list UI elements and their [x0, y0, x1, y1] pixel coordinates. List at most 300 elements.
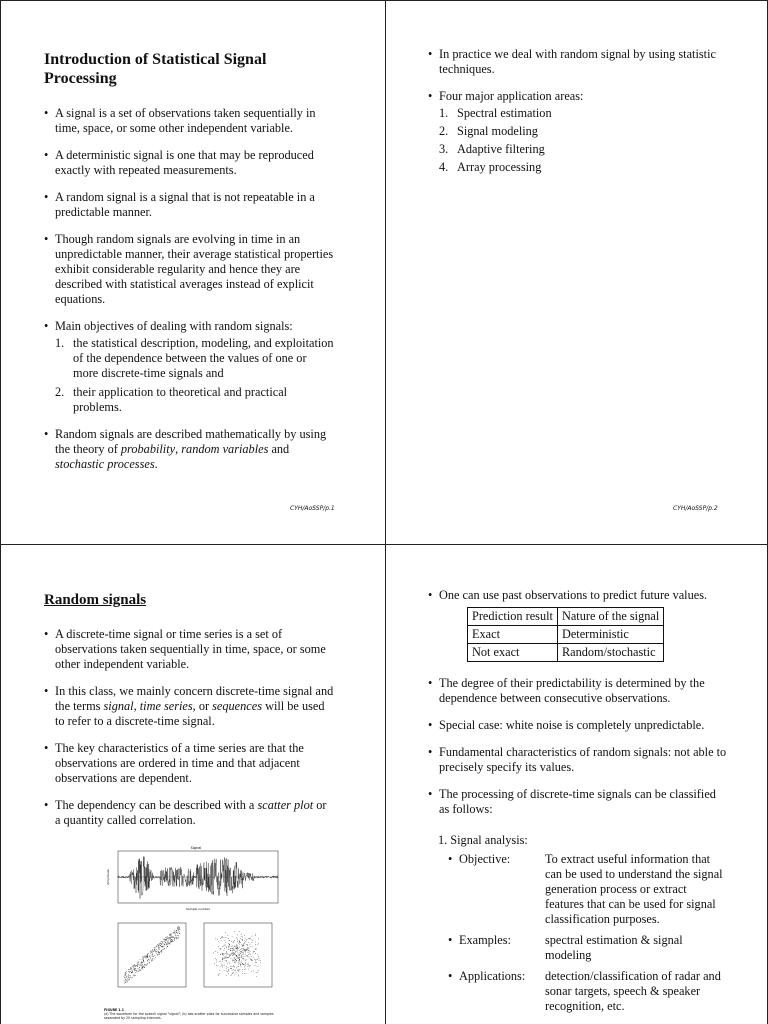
scatter-point — [217, 939, 218, 940]
bullet: • Random signals are described mathematically by using the theory of probability, random variables and stochastic processes. — [44, 427, 334, 472]
scatter-point — [234, 954, 235, 955]
scatter-point — [155, 950, 156, 951]
scatter-point — [141, 964, 142, 965]
scatter-point — [139, 965, 140, 966]
scatter-point — [146, 965, 147, 966]
scatter-point — [157, 954, 158, 955]
scatter-point — [174, 930, 175, 931]
scatter-point — [255, 953, 256, 954]
scatter-point — [248, 963, 249, 964]
scatter-point — [178, 929, 179, 930]
scatter-point — [249, 948, 250, 949]
scatter-point — [162, 946, 163, 947]
signal-figure-graphic — [104, 843, 282, 1003]
scatter-point — [228, 938, 229, 939]
scatter-point — [127, 981, 128, 982]
scatter-point — [143, 958, 144, 959]
scatter-point — [143, 956, 144, 957]
waveform-trace — [118, 856, 278, 898]
scatter-point — [216, 965, 217, 966]
scatter-point — [232, 970, 233, 971]
bullet: • A random signal is a signal that is not repeatable in a predictable manner. — [44, 190, 334, 220]
scatter-point — [230, 968, 231, 969]
scatter-point — [137, 963, 138, 964]
scatter-point — [225, 957, 226, 958]
scatter-point — [170, 941, 171, 942]
scatter-point — [243, 958, 244, 959]
table-cell: Deterministic — [557, 626, 663, 644]
page-border-top — [0, 0, 768, 1]
scatter-point — [240, 953, 241, 954]
scatter-point — [232, 946, 233, 947]
scatter-point — [230, 966, 231, 967]
scatter-point — [226, 975, 227, 976]
scatter-point — [240, 938, 241, 939]
scatter-point — [140, 970, 141, 971]
scatter-point — [128, 977, 129, 978]
scatter-point — [218, 974, 219, 975]
scatter-point — [162, 947, 163, 948]
scatter-point — [134, 966, 135, 967]
scatter-point — [226, 946, 227, 947]
scatter-point — [141, 961, 142, 962]
scatter-point — [160, 945, 161, 946]
scatter-point — [224, 958, 225, 959]
scatter-point — [230, 950, 231, 951]
scatter-point — [177, 935, 178, 936]
scatter-point — [168, 937, 169, 938]
scatter-point — [255, 960, 256, 961]
scatter-point — [256, 962, 257, 963]
scatter-point — [134, 964, 135, 965]
scatter-point — [228, 943, 229, 944]
scatter-point — [249, 966, 250, 967]
scatter-point — [133, 969, 134, 970]
scatter-point — [150, 958, 151, 959]
scatter-point — [127, 978, 128, 979]
scatter-point — [174, 939, 175, 940]
scatter-point — [220, 954, 221, 955]
figure-caption: FIGURE 1.1 (a) The waveform for the speech signal "signal"; (b) two scatter plots for successive samples and samples separated by 20 sampling intervals. — [104, 1008, 274, 1020]
scatter-point — [178, 935, 179, 936]
scatter-point — [222, 957, 223, 958]
scatter-point — [253, 951, 254, 952]
scatter-point — [141, 966, 142, 967]
scatter-point — [124, 983, 125, 984]
scatter-point — [222, 958, 223, 959]
scatter-point — [159, 945, 160, 946]
scatter-point — [255, 942, 256, 943]
scatter-point — [161, 951, 162, 952]
signal-figure — [104, 843, 282, 1020]
scatter-point — [242, 964, 243, 965]
y-axis-label: Amplitude — [106, 869, 110, 885]
scatter-point — [159, 943, 160, 944]
scatter-point — [235, 952, 236, 953]
scatter-point — [224, 965, 225, 966]
scatter-point — [151, 961, 152, 962]
list-item: 2. their application to theoretical and practical problems. — [55, 385, 288, 414]
scatter-point — [167, 938, 168, 939]
scatter-point — [252, 947, 253, 948]
scatter-point — [171, 936, 172, 937]
scatter-point — [154, 949, 155, 950]
scatter-point — [126, 982, 127, 983]
scatter-point — [252, 941, 253, 942]
scatter-point — [178, 928, 179, 929]
scatter-point — [241, 956, 242, 957]
scatter-point — [223, 959, 224, 960]
scatter-point — [125, 973, 126, 974]
scatter-point — [143, 968, 144, 969]
scatter-point — [143, 957, 144, 958]
scatter-point — [255, 935, 256, 936]
scatter-point — [160, 951, 161, 952]
scatter-point — [231, 958, 232, 959]
scatter-point — [260, 960, 261, 961]
scatter-point — [165, 942, 166, 943]
scatter-point — [237, 940, 238, 941]
scatter-point — [245, 941, 246, 942]
scatter-point — [238, 960, 239, 961]
scatter-point — [236, 947, 237, 948]
scatter-point — [135, 970, 136, 971]
scatter-point — [128, 975, 129, 976]
scatter-point — [164, 946, 165, 947]
scatter-point — [127, 980, 128, 981]
scatter-point — [226, 937, 227, 938]
scatter-point — [151, 951, 152, 952]
list-item: 1. the statistical description, modeling, and exploitation of the dependence between the values of one or more discrete-time signals and — [55, 336, 334, 380]
scatter-point — [166, 943, 167, 944]
scatter-point — [246, 959, 247, 960]
scatter-point — [247, 944, 248, 945]
scatter-point — [162, 943, 163, 944]
scatter-point — [244, 950, 245, 951]
scatter-point — [219, 961, 220, 962]
scatter-point — [241, 955, 242, 956]
scatter-point — [175, 933, 176, 934]
scatter-point — [233, 942, 234, 943]
scatter-point — [222, 965, 223, 966]
scatter-point — [169, 942, 170, 943]
scatter-point — [240, 949, 241, 950]
scatter-point — [250, 951, 251, 952]
bullet: • In this class, we mainly concern discrete-time signal and the terms signal, time series, or sequences will be used to refer to a discrete-time signal. — [44, 684, 334, 729]
scatter-point — [239, 959, 240, 960]
bullet: • Fundamental characteristics of random signals: not able to precisely specify its values. — [428, 745, 728, 775]
scatter-point — [175, 938, 176, 939]
scatter-point — [229, 946, 230, 947]
scatter-point — [245, 950, 246, 951]
scatter-point — [228, 946, 229, 947]
scatter-point — [124, 981, 125, 982]
scatter-point — [235, 959, 236, 960]
scatter-point — [248, 942, 249, 943]
scatter-point — [125, 982, 126, 983]
scatter-point — [137, 971, 138, 972]
scatter-point — [245, 963, 246, 964]
scatter-point — [156, 951, 157, 952]
vertical-divider — [385, 0, 386, 1024]
scatter-point — [132, 972, 133, 973]
scatter-point — [228, 954, 229, 955]
scatter-point — [240, 955, 241, 956]
scatter-point — [135, 966, 136, 967]
scatter-point — [170, 940, 171, 941]
scatter-point — [141, 962, 142, 963]
scatter-point — [250, 947, 251, 948]
scatter-point — [222, 961, 223, 962]
scatter-point — [152, 952, 153, 953]
scatter-point — [179, 932, 180, 933]
scatter-point — [255, 962, 256, 963]
scatter-point — [236, 955, 237, 956]
scatter-point — [237, 947, 238, 948]
scatter-point — [175, 937, 176, 938]
scatter-point — [243, 964, 244, 965]
scatter-point — [241, 961, 242, 962]
scatter-point — [239, 957, 240, 958]
scatter-point — [223, 946, 224, 947]
scatter-point — [147, 957, 148, 958]
scatter-point — [228, 967, 229, 968]
scatter-point — [222, 946, 223, 947]
scatter-point — [244, 948, 245, 949]
scatter-point — [164, 939, 165, 940]
scatter-point — [132, 968, 133, 969]
scatter-point — [234, 946, 235, 947]
scatter-point — [244, 949, 245, 950]
scatter-point — [232, 954, 233, 955]
scatter-point — [163, 942, 164, 943]
scatter-point — [229, 956, 230, 957]
slide-1-title: Introduction of Statistical Signal Processing — [44, 51, 267, 87]
scatter-point — [178, 926, 179, 927]
scatter-point — [177, 929, 178, 930]
scatter-point — [163, 939, 164, 940]
scatter-point — [235, 959, 236, 960]
scatter-point — [134, 965, 135, 966]
scatter-point — [251, 939, 252, 940]
scatter-point — [139, 969, 140, 970]
scatter-point — [248, 954, 249, 955]
scatter-point — [178, 932, 179, 933]
scatter-point — [253, 952, 254, 953]
scatter-point — [232, 948, 233, 949]
scatter-point — [128, 969, 129, 970]
scatter-point — [239, 969, 240, 970]
scatter-point — [150, 953, 151, 954]
scatter-point — [242, 939, 243, 940]
scatter-point — [135, 968, 136, 969]
scatter-point — [233, 966, 234, 967]
scatter-point — [256, 976, 257, 977]
scatter-point — [259, 960, 260, 961]
scatter-point — [139, 970, 140, 971]
scatter-point — [176, 932, 177, 933]
scatter-point — [146, 958, 147, 959]
scatter-point — [248, 969, 249, 970]
scatter-point — [253, 971, 254, 972]
scatter-point — [226, 961, 227, 962]
scatter-point — [223, 955, 224, 956]
scatter-point — [179, 930, 180, 931]
scatter-point — [172, 940, 173, 941]
scatter-point — [245, 962, 246, 963]
scatter-point — [166, 945, 167, 946]
scatter-point — [135, 972, 136, 973]
scatter-point — [178, 938, 179, 939]
scatter-point — [222, 936, 223, 937]
scatter-point — [140, 963, 141, 964]
scatter-point — [236, 972, 237, 973]
scatter-point — [155, 950, 156, 951]
scatter-point — [129, 979, 130, 980]
scatter-point — [224, 953, 225, 954]
scatter-point — [138, 962, 139, 963]
scatter-point — [144, 967, 145, 968]
scatter-point — [235, 948, 236, 949]
scatter-point — [220, 970, 221, 971]
scatter-point — [239, 931, 240, 932]
scatter-point — [154, 949, 155, 950]
scatter-point — [239, 944, 240, 945]
scatter-point — [243, 954, 244, 955]
scatter-point — [232, 952, 233, 953]
scatter-point — [134, 974, 135, 975]
scatter-point — [238, 950, 239, 951]
scatter-point — [140, 970, 141, 971]
scatter-point — [135, 975, 136, 976]
scatter-point — [173, 941, 174, 942]
scatter-point — [176, 930, 177, 931]
scatter-point — [250, 959, 251, 960]
scatter-point — [242, 940, 243, 941]
scatter-point — [168, 938, 169, 939]
scatter-point — [143, 960, 144, 961]
scatter-point — [173, 937, 174, 938]
scatter-point — [237, 941, 238, 942]
scatter-point — [218, 941, 219, 942]
scatter-point — [176, 930, 177, 931]
scatter-point — [249, 965, 250, 966]
scatter-point — [178, 928, 179, 929]
scatter-point — [142, 967, 143, 968]
scatter-point — [168, 940, 169, 941]
scatter-point — [170, 942, 171, 943]
scatter-point — [252, 960, 253, 961]
scatter-point — [241, 944, 242, 945]
scatter-point — [125, 979, 126, 980]
scatter-point — [159, 953, 160, 954]
scatter-point — [161, 941, 162, 942]
scatter-point — [157, 944, 158, 945]
scatter-point — [170, 938, 171, 939]
scatter-point — [233, 965, 234, 966]
scatter-point — [233, 949, 234, 950]
scatter-point — [156, 953, 157, 954]
scatter-point — [241, 948, 242, 949]
scatter-point — [158, 955, 159, 956]
bullet: • A discrete-time signal or time series is a set of observations taken sequentially in time, space, or some other independent variable. — [44, 627, 334, 672]
scatter-point — [161, 944, 162, 945]
scatter-point — [244, 949, 245, 950]
scatter-point — [155, 957, 156, 958]
scatter-point — [167, 946, 168, 947]
scatter-point — [228, 957, 229, 958]
scatter-point — [175, 935, 176, 936]
scatter-point — [149, 963, 150, 964]
scatter-point — [238, 966, 239, 967]
scatter-point — [240, 969, 241, 970]
scatter-point — [179, 933, 180, 934]
scatter-point — [226, 966, 227, 967]
scatter-point — [162, 949, 163, 950]
scatter-point — [150, 951, 151, 952]
scatter-point — [251, 971, 252, 972]
scatter-point — [238, 976, 239, 977]
scatter-point — [239, 947, 240, 948]
table-header: Nature of the signal — [557, 608, 663, 626]
scatter-point — [167, 941, 168, 942]
scatter-point — [249, 950, 250, 951]
scatter-point — [247, 955, 248, 956]
bullet: • Main objectives of dealing with random signals: 1. the statistical description, modeling, and exploitation of the dependence between the values of one or more discrete-time signals and 2. their application to theoretical and practical problems. — [44, 319, 334, 415]
scatter-point — [159, 947, 160, 948]
scatter-point — [130, 975, 131, 976]
scatter-point — [228, 947, 229, 948]
scatter-point — [174, 932, 175, 933]
scatter-point — [248, 950, 249, 951]
scatter-point — [158, 954, 159, 955]
scatter-point — [133, 965, 134, 966]
scatter-point — [225, 942, 226, 943]
scatter-point — [166, 944, 167, 945]
slide-3-bullets — [44, 627, 334, 828]
scatter-point — [235, 970, 236, 971]
scatter-point — [257, 966, 258, 967]
scatter-point — [138, 962, 139, 963]
scatter-point — [244, 945, 245, 946]
scatter-point — [243, 948, 244, 949]
scatter-point — [157, 946, 158, 947]
scatter-point — [240, 963, 241, 964]
scatter-point — [175, 936, 176, 937]
scatter-point — [140, 959, 141, 960]
scatter-point — [161, 946, 162, 947]
scatter-point — [241, 962, 242, 963]
scatter-point — [247, 948, 248, 949]
scatter-point — [235, 974, 236, 975]
scatter-point — [233, 955, 234, 956]
scatter-point — [236, 960, 237, 961]
scatter-point — [224, 950, 225, 951]
scatter-point — [231, 948, 232, 949]
scatter-point — [246, 939, 247, 940]
scatter-point — [148, 961, 149, 962]
scatter-point — [167, 936, 168, 937]
scatter-point — [242, 937, 243, 938]
scatter-point — [242, 973, 243, 974]
scatter-point — [234, 967, 235, 968]
scatter-point — [242, 950, 243, 951]
scatter-point — [258, 943, 259, 944]
scatter-point — [238, 948, 239, 949]
scatter-point — [218, 965, 219, 966]
scatter-point — [137, 972, 138, 973]
scatter-point — [219, 973, 220, 974]
